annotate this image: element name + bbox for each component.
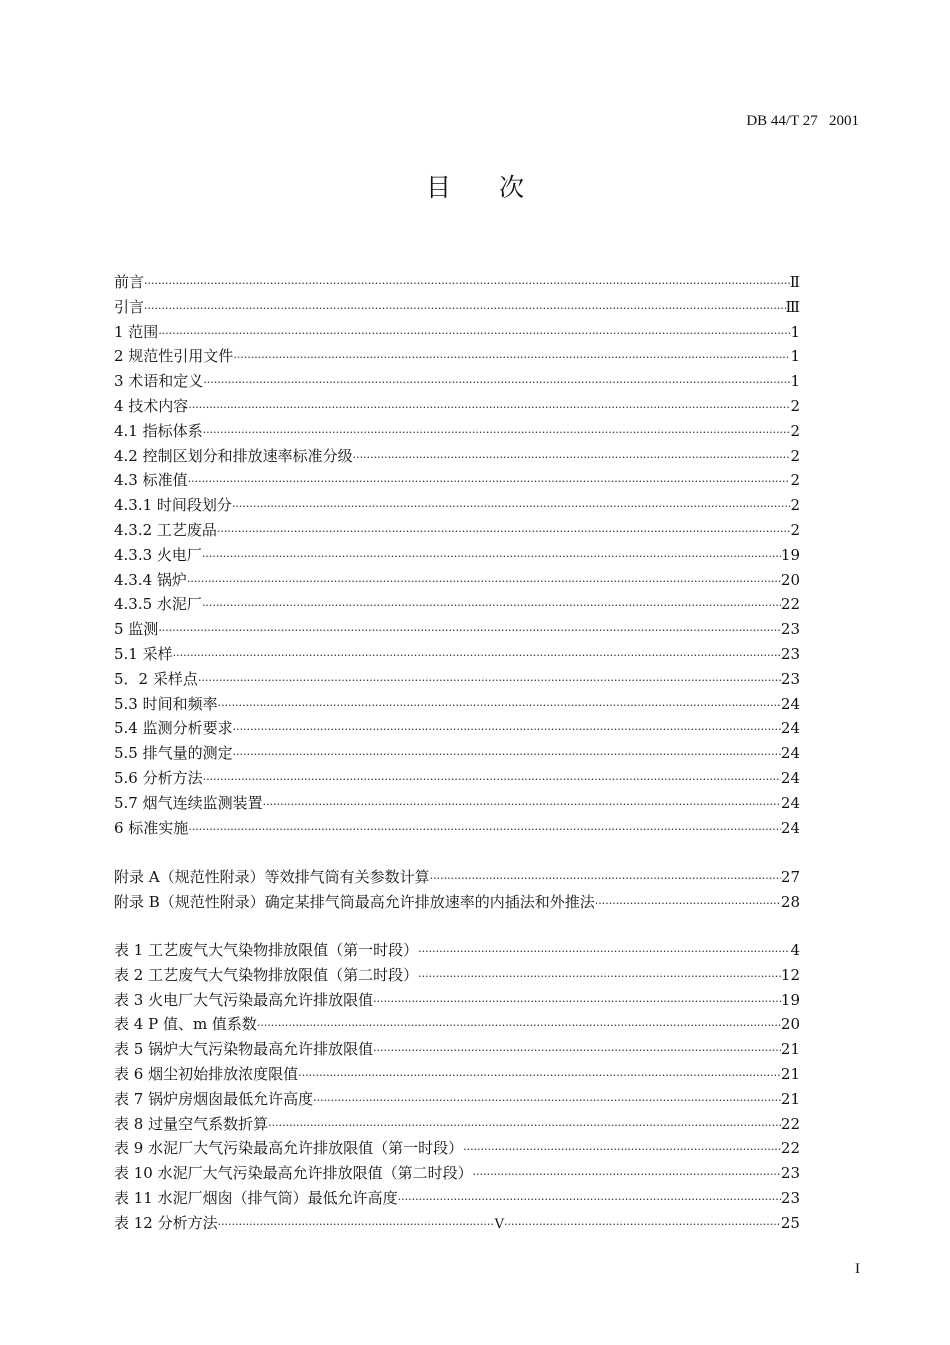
toc-entry[interactable] — [114, 569, 800, 594]
toc-dot-leader — [373, 1044, 781, 1057]
toc-entry-label: 4.3 标准值 — [114, 471, 188, 490]
toc-entry[interactable] — [114, 345, 800, 370]
toc-entry-label: 附录 B（规范性附录）确定某排气筒最高允许排放速率的内插法和外推法 — [114, 892, 595, 911]
toc-entry-label: 4.3.5 水泥厂 — [114, 595, 202, 614]
toc-dot-leader — [144, 302, 786, 315]
toc-entry-label: 5.1 采样 — [114, 644, 173, 663]
toc-entry[interactable] — [114, 891, 800, 916]
toc-dot-leader — [418, 970, 781, 983]
toc-entry[interactable] — [114, 989, 800, 1014]
toc-entry[interactable] — [114, 1212, 800, 1237]
toc-entry-mid-mark: V — [494, 1216, 504, 1232]
toc-dot-leader — [158, 327, 790, 340]
toc-entry[interactable] — [114, 767, 800, 792]
toc-entry[interactable] — [114, 1013, 800, 1038]
toc-entry-label: 附录 A（规范性附录）等效排气筒有关参数计算 — [114, 868, 430, 886]
toc-dot-leader — [430, 872, 781, 885]
toc-entry-label: 5.6 分析方法 — [114, 768, 203, 787]
toc-entry-page: 2 — [790, 471, 800, 490]
toc-entry-label: 4.3.1 时间段划分 — [114, 496, 232, 515]
toc-entry[interactable] — [114, 1113, 800, 1138]
toc-dot-leader — [218, 1218, 495, 1231]
toc-dot-leader — [188, 401, 790, 414]
toc-entry-label: 表 3 火电厂大气污染最高允许排放限值 — [114, 990, 374, 1009]
toc-entry-page: 24 — [780, 694, 800, 713]
toc-entry[interactable] — [114, 1162, 800, 1187]
toc-dot-leader — [418, 945, 790, 958]
toc-entry[interactable] — [114, 494, 800, 519]
toc-entry-page: 23 — [780, 620, 800, 639]
toc-entry-label: 表 1 工艺废气大气染物排放限值（第一时段） — [114, 941, 419, 959]
toc-entry-page: 19 — [780, 990, 800, 1009]
toc-entry-label: 6 标准实施 — [114, 818, 189, 837]
toc-entry-label: 4.3.4 锅炉 — [114, 570, 187, 589]
toc-entry-page: 24 — [780, 768, 800, 787]
toc-entry[interactable] — [114, 693, 800, 718]
toc-entry-page: 25 — [780, 1213, 800, 1232]
toc-entry-page: 2 — [790, 421, 800, 440]
toc-dot-leader — [313, 1094, 781, 1107]
toc-entry-page: 21 — [780, 1064, 800, 1083]
toc-entry[interactable] — [114, 469, 800, 494]
toc-dot-leader — [298, 1069, 781, 1082]
toc-dot-leader — [595, 897, 781, 910]
toc-entry[interactable] — [114, 668, 800, 693]
toc-entry[interactable] — [114, 817, 800, 842]
toc-entry-label: 5．2 采样点 — [114, 669, 198, 688]
toc-entry[interactable] — [114, 1187, 800, 1212]
toc-entry-label: 5.5 排气量的测定 — [114, 744, 233, 763]
toc-entry-label: 4.3.2 工艺废品 — [114, 520, 217, 539]
toc-entry-page: 20 — [780, 570, 800, 589]
toc-dot-leader — [398, 1193, 781, 1206]
toc-entry-label: 4.3.3 火电厂 — [114, 545, 202, 564]
toc-entry[interactable] — [114, 370, 800, 395]
toc-entry-label: 表 8 过量空气系数折算 — [114, 1114, 269, 1133]
toc-dot-leader — [373, 995, 781, 1008]
toc-dot-leader — [144, 277, 790, 290]
toc-dot-leader — [188, 823, 781, 836]
toc-dot-leader — [268, 1119, 781, 1132]
toc-entry-label: 2 规范性引用文件 — [114, 347, 234, 366]
toc-entry-page: 12 — [780, 965, 800, 984]
toc-entry[interactable] — [114, 420, 800, 445]
toc-entry[interactable] — [114, 792, 800, 817]
toc-dot-leader — [198, 674, 781, 687]
page-number: I — [855, 1261, 860, 1277]
toc-entry-label: 表 7 锅炉房烟囱最低允许高度 — [114, 1089, 314, 1108]
toc-entry[interactable] — [114, 593, 800, 618]
toc-dot-leader — [217, 525, 791, 538]
toc-entry-page: 24 — [780, 719, 800, 738]
toc-entry-page: 24 — [780, 818, 800, 837]
toc-entry-label: 前言 — [114, 273, 145, 291]
toc-dot-leader — [233, 748, 781, 761]
toc-entry[interactable] — [114, 1137, 800, 1162]
toc-dot-leader — [263, 798, 781, 811]
toc-entry-label: 引言 — [114, 297, 145, 316]
toc-entry-page: 28 — [780, 892, 800, 911]
toc-entry[interactable] — [114, 964, 800, 989]
toc-entry[interactable] — [114, 618, 800, 643]
toc-entry-page: 20 — [780, 1015, 800, 1034]
toc-entry-page: 2 — [790, 446, 800, 465]
toc-entry-page: 21 — [780, 1040, 800, 1059]
toc-dot-leader — [257, 1019, 781, 1032]
toc-dot-leader — [188, 475, 791, 488]
toc-entry[interactable] — [114, 1038, 800, 1063]
toc-entry-page: Ⅱ — [789, 273, 800, 291]
toc-entry-label: 3 术语和定义 — [114, 372, 204, 391]
toc-dot-leader — [463, 1143, 781, 1156]
toc-dot-leader — [203, 376, 790, 389]
toc-entry-label: 表 5 锅炉大气污染物最高允许排放限值 — [114, 1040, 374, 1059]
toc-entry-label: 表 11 水泥厂烟囱（排气筒）最低允许高度 — [114, 1188, 398, 1207]
toc-entry[interactable] — [114, 395, 800, 420]
toc-dot-leader — [173, 649, 781, 662]
toc-dot-leader — [158, 624, 781, 637]
toc-entry-label: 表 2 工艺废气大气染物排放限值（第二时段） — [114, 965, 419, 984]
toc-entry-label: 表 10 水泥厂大气污染最高允许排放限值（第二时段） — [114, 1164, 473, 1183]
toc-dot-leader — [353, 451, 791, 464]
toc-entry-page: 19 — [780, 545, 800, 564]
toc-entry-label: 5 监测 — [114, 620, 159, 639]
toc-entry-page: 1 — [790, 322, 800, 341]
toc-entry[interactable] — [114, 717, 800, 742]
toc-dot-leader — [218, 699, 781, 712]
toc-entry[interactable] — [114, 742, 800, 767]
toc-entry-label: 表 4 P 值、m 值系数 — [114, 1015, 257, 1034]
toc-dot-leader — [202, 599, 781, 612]
toc-dot-leader — [202, 550, 781, 563]
toc-dot-leader — [504, 1218, 781, 1231]
toc-entry-page: 24 — [780, 744, 800, 763]
toc-entry-label: 4.1 指标体系 — [114, 421, 203, 440]
toc-appendix-section — [114, 866, 800, 916]
toc-entry-label: 5.3 时间和频率 — [114, 694, 218, 713]
toc-entry-page: Ⅲ — [785, 297, 800, 316]
toc-entry[interactable] — [114, 1088, 800, 1113]
toc-dot-leader — [203, 426, 791, 439]
toc-entry-label: 表 6 烟尘初始排放浓度限值 — [114, 1064, 299, 1083]
standard-code: DB 44/T 27 2001 — [746, 113, 859, 129]
toc-entry[interactable] — [114, 445, 800, 470]
toc-entry[interactable] — [114, 321, 800, 346]
toc-entry[interactable] — [114, 296, 800, 321]
toc-entry-label: 5.4 监测分析要求 — [114, 719, 233, 738]
toc-entry-page: 2 — [790, 496, 800, 515]
toc-entry-page: 1 — [790, 372, 800, 391]
toc-entry-page: 2 — [790, 396, 800, 415]
toc-entry[interactable] — [114, 939, 800, 964]
toc-entry-page: 22 — [780, 1114, 800, 1133]
toc-dot-leader — [473, 1168, 781, 1181]
toc-main-section — [114, 271, 800, 841]
toc-entry-label: 表 12 分析方法 — [114, 1213, 218, 1232]
toc-entry[interactable] — [114, 544, 800, 569]
toc-entry-page: 24 — [780, 793, 800, 812]
toc-dot-leader — [232, 500, 791, 513]
toc-entry[interactable] — [114, 271, 800, 296]
toc-dot-leader — [203, 773, 781, 786]
toc-entry-page: 27 — [780, 868, 800, 886]
toc-entry-label: 表 9 水泥厂大气污染最高允许排放限值（第一时段） — [114, 1139, 464, 1158]
toc-entry-page: 23 — [780, 669, 800, 688]
toc-entry-page: 22 — [780, 595, 800, 614]
toc-entry-page: 4 — [790, 941, 800, 959]
toc-entry-page: 23 — [780, 1164, 800, 1183]
toc-entry[interactable] — [114, 1063, 800, 1088]
toc-entry-label: 1 范围 — [114, 322, 159, 341]
toc-tables-section — [114, 939, 800, 1237]
toc-entry-label: 4 技术内容 — [114, 396, 189, 415]
toc-entry-page: 23 — [780, 1188, 800, 1207]
toc-entry[interactable] — [114, 519, 800, 544]
toc-entry-page: 22 — [780, 1139, 800, 1158]
toc-entry-label: 5.7 烟气连续监测装置 — [114, 793, 263, 812]
toc-entry-page: 2 — [790, 520, 800, 539]
toc-entry-page: 23 — [780, 644, 800, 663]
toc-dot-leader — [233, 351, 790, 364]
toc-entry-label: 4.2 控制区划分和排放速率标准分级 — [114, 446, 353, 465]
toc-entry-page: 1 — [790, 347, 800, 366]
toc-entry[interactable] — [114, 866, 800, 891]
page-title: 目次 — [425, 173, 572, 202]
toc-entry[interactable] — [114, 643, 800, 668]
toc-dot-leader — [187, 575, 781, 588]
toc-dot-leader — [233, 723, 781, 736]
toc-entry-page: 21 — [780, 1089, 800, 1108]
